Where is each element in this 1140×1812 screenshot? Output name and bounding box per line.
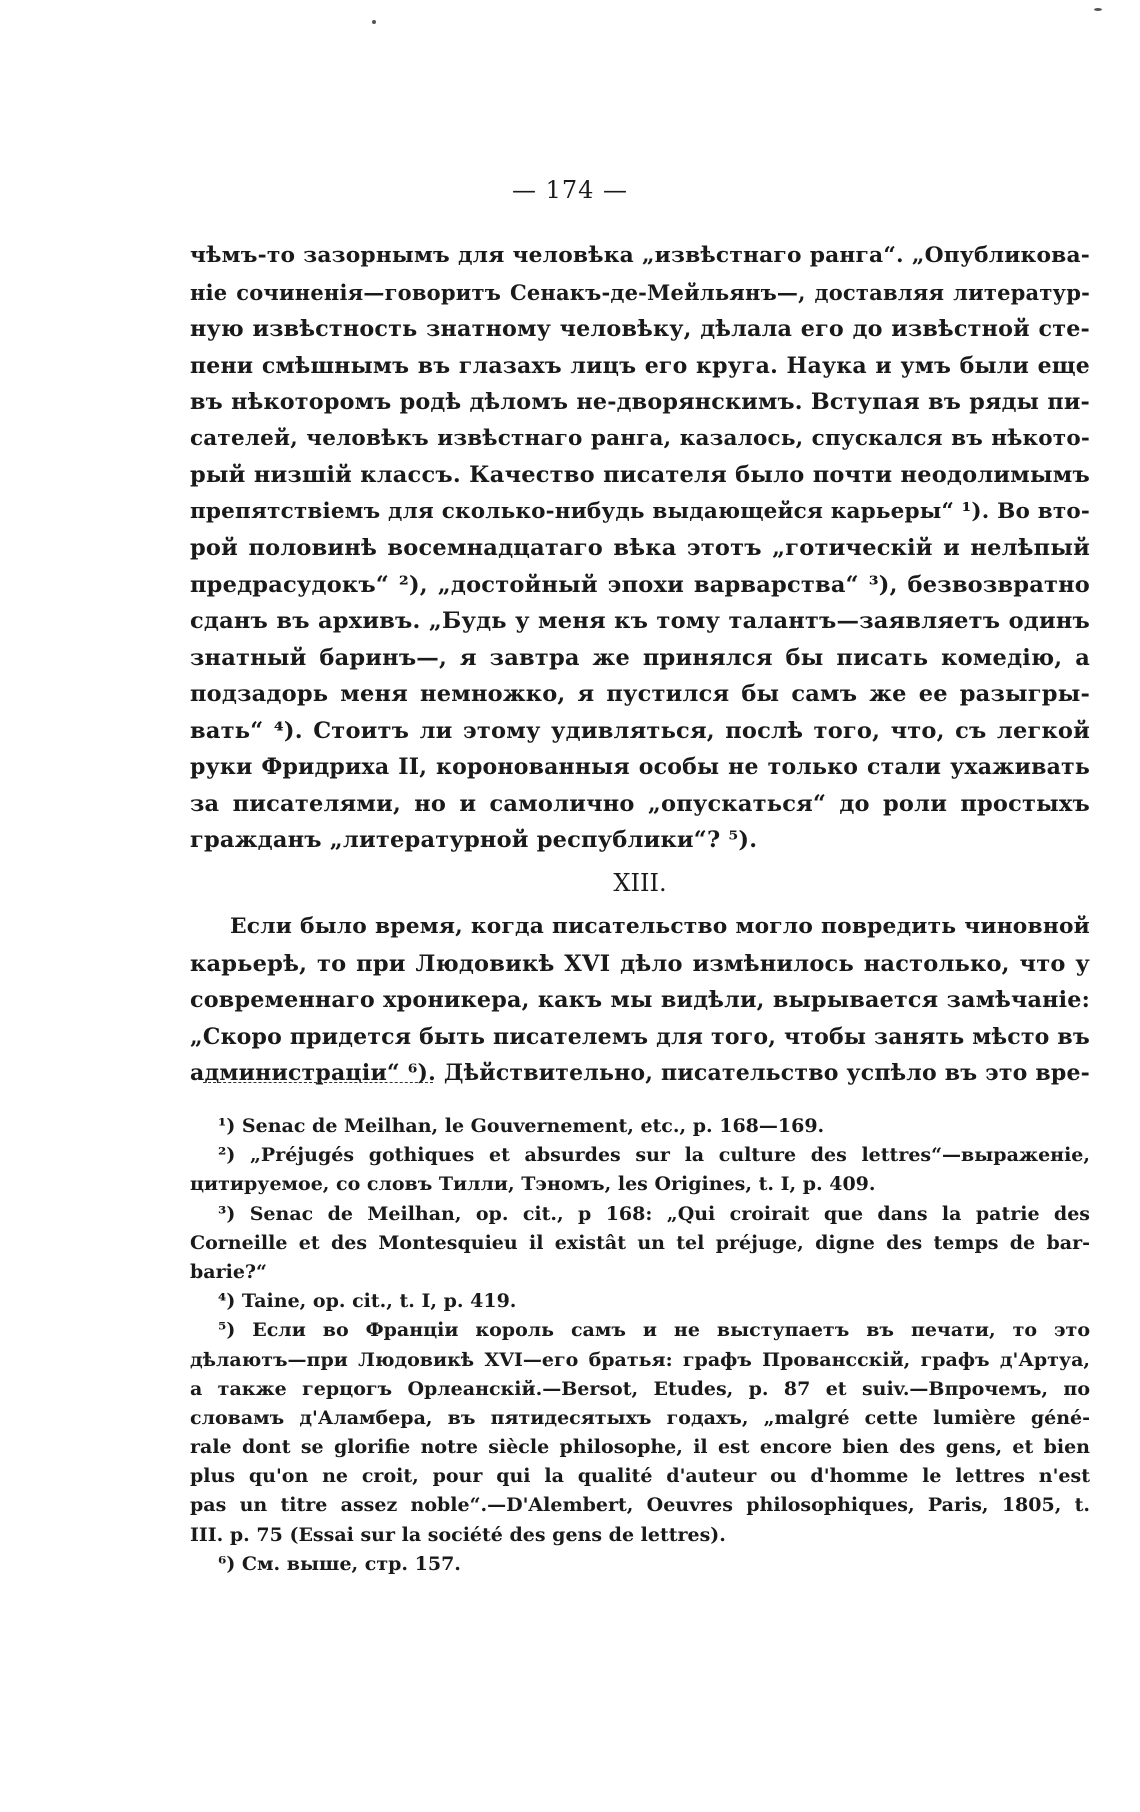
footnote-line: дѣлаютъ—при Людовикѣ XVI—его братья: графъ Провансскій, графъ д'Артуа, xyxy=(190,1348,1090,1371)
text-line: рой половинѣ восемнадцатаго вѣка этотъ „готическій и нелѣпый xyxy=(190,535,1090,561)
text-line: гражданъ „литературной республики“? ⁵). xyxy=(190,827,758,853)
footnote-line: ⁵) Если во Франціи король самъ и не выступаетъ въ печати, то это xyxy=(218,1319,1090,1342)
text-line: сданъ въ архивъ. „Будь у меня къ тому талантъ—заявляетъ одинъ xyxy=(190,608,1090,634)
text-line: подзадорь меня немножко, я пустился бы самъ же ее разыгры- xyxy=(190,681,1090,707)
text-line: вать“ ⁴). Стоитъ ли этому удивляться, послѣ того, что, съ легкой xyxy=(190,717,1090,744)
footnote-line: pas un titre assez noble“.—D'Alembert, Oeuvres philosophiques, Paris, 1805, t. xyxy=(190,1494,1090,1517)
text-line: предрасудокъ“ ²), „достойный эпохи варварства“ ³), безвозвратно xyxy=(190,571,1090,598)
text-line: за писателями, но и самолично „опускаться“ до роли простыхъ xyxy=(190,790,1090,817)
text-line: рый низшій классъ. Качество писателя было почти неодолимымъ xyxy=(190,462,1090,488)
text-line: Если было время, когда писательство могло повредить чиновной xyxy=(230,914,1090,939)
footnote-line: barie?“ xyxy=(190,1260,267,1283)
text-line: препятствіемъ для сколько-нибудь выдающейся карьеры“ ¹). Во вто- xyxy=(190,498,1091,524)
section-paragraph xyxy=(190,909,1090,1092)
text-line: карьерѣ, то при Людовикѣ XVI дѣло измѣнилось настолько, что у xyxy=(190,950,1090,977)
footnote-line: Corneille et des Montesquieu il existât un tel préjuge, digne des temps de bar- xyxy=(190,1231,1090,1254)
footnote-line: ⁴) Taine, op. cit., t. I, p. 419. xyxy=(218,1290,517,1313)
text-line: знатный баринъ—, я завтра же принялся бы писать комедію, а xyxy=(190,644,1090,671)
footnote-line: ⁶) См. выше, стр. 157. xyxy=(218,1552,461,1575)
text-line: сателей, человѣкъ извѣстнаго ранга, казалось, спускался въ нѣкото- xyxy=(190,425,1090,451)
text-line: чѣмъ-то зазорнымъ для человѣка „извѣстнаго ранга“. „Опубликова- xyxy=(190,243,1090,268)
footnote-line: цитируемое, со словъ Тилли, Тэномъ, les Origines, t. I, p. 409. xyxy=(190,1173,876,1196)
main-text xyxy=(190,238,1090,1092)
section-heading: XIII. xyxy=(613,868,667,897)
footnote-line: ²) „Préjugés gothiques et absurdes sur la culture des lettres“—выраженіе, xyxy=(218,1144,1090,1167)
text-line: современнаго хроникера, какъ мы видѣли, вырывается замѣчаніе: xyxy=(190,987,1090,1013)
footnote-line: ³) Senac de Meilhan, op. cit., p 168: „Qui croirait que dans la patrie des xyxy=(218,1202,1090,1225)
footnote-line: словамъ д'Аламбера, въ пятидесятыхъ годахъ, „malgré cette lumière géné- xyxy=(190,1406,1090,1429)
text-line: ную извѣстность знатному человѣку, дѣлала его до извѣстной сте- xyxy=(190,316,1090,342)
footnote-line: III. p. 75 (Essai sur la société des gens de lettres). xyxy=(190,1523,726,1546)
text-line: ніе сочиненія—говоритъ Сенакъ-де-Мейльянъ—, доставляя литератур- xyxy=(190,279,1090,305)
paragraph-continued xyxy=(190,238,1090,859)
footnotes xyxy=(190,1112,1090,1579)
footnote-line: а также герцогъ Орлеанскій.—Bersot, Etudes, p. 87 et suiv.—Впрочемъ, по xyxy=(190,1377,1090,1400)
text-line: пени смѣшнымъ въ глазахъ лицъ его круга. Наука и умъ были еще xyxy=(190,352,1090,379)
page-number: — 174 — xyxy=(511,176,629,204)
scan-speck xyxy=(1094,8,1102,11)
text-line: администраціи“ ⁶). Дѣйствительно, писательство успѣло въ это вре- xyxy=(190,1060,1090,1086)
scan-speck xyxy=(372,20,376,24)
footnote-line: ¹) Senac de Meilhan, le Gouvernement, etc., p. 168—169. xyxy=(218,1115,825,1137)
text-line: руки Фридриха II, коронованныя особы не только стали ухаживать xyxy=(190,754,1090,780)
footnote-line: plus qu'on ne croit, pour qui la qualité d'auteur ou d'homme le lettres n'est xyxy=(190,1465,1090,1488)
footnote-line: rale dont se glorifie notre siècle philosophe, il est encore bien des gens, et bien xyxy=(190,1436,1090,1459)
footnote-separator xyxy=(203,1082,433,1083)
text-line: въ нѣкоторомъ родѣ дѣломъ не-дворянскимъ. Вступая въ ряды пи- xyxy=(190,389,1090,415)
text-line: „Скоро придется быть писателемъ для того, чтобы занять мѣсто въ xyxy=(190,1023,1090,1050)
